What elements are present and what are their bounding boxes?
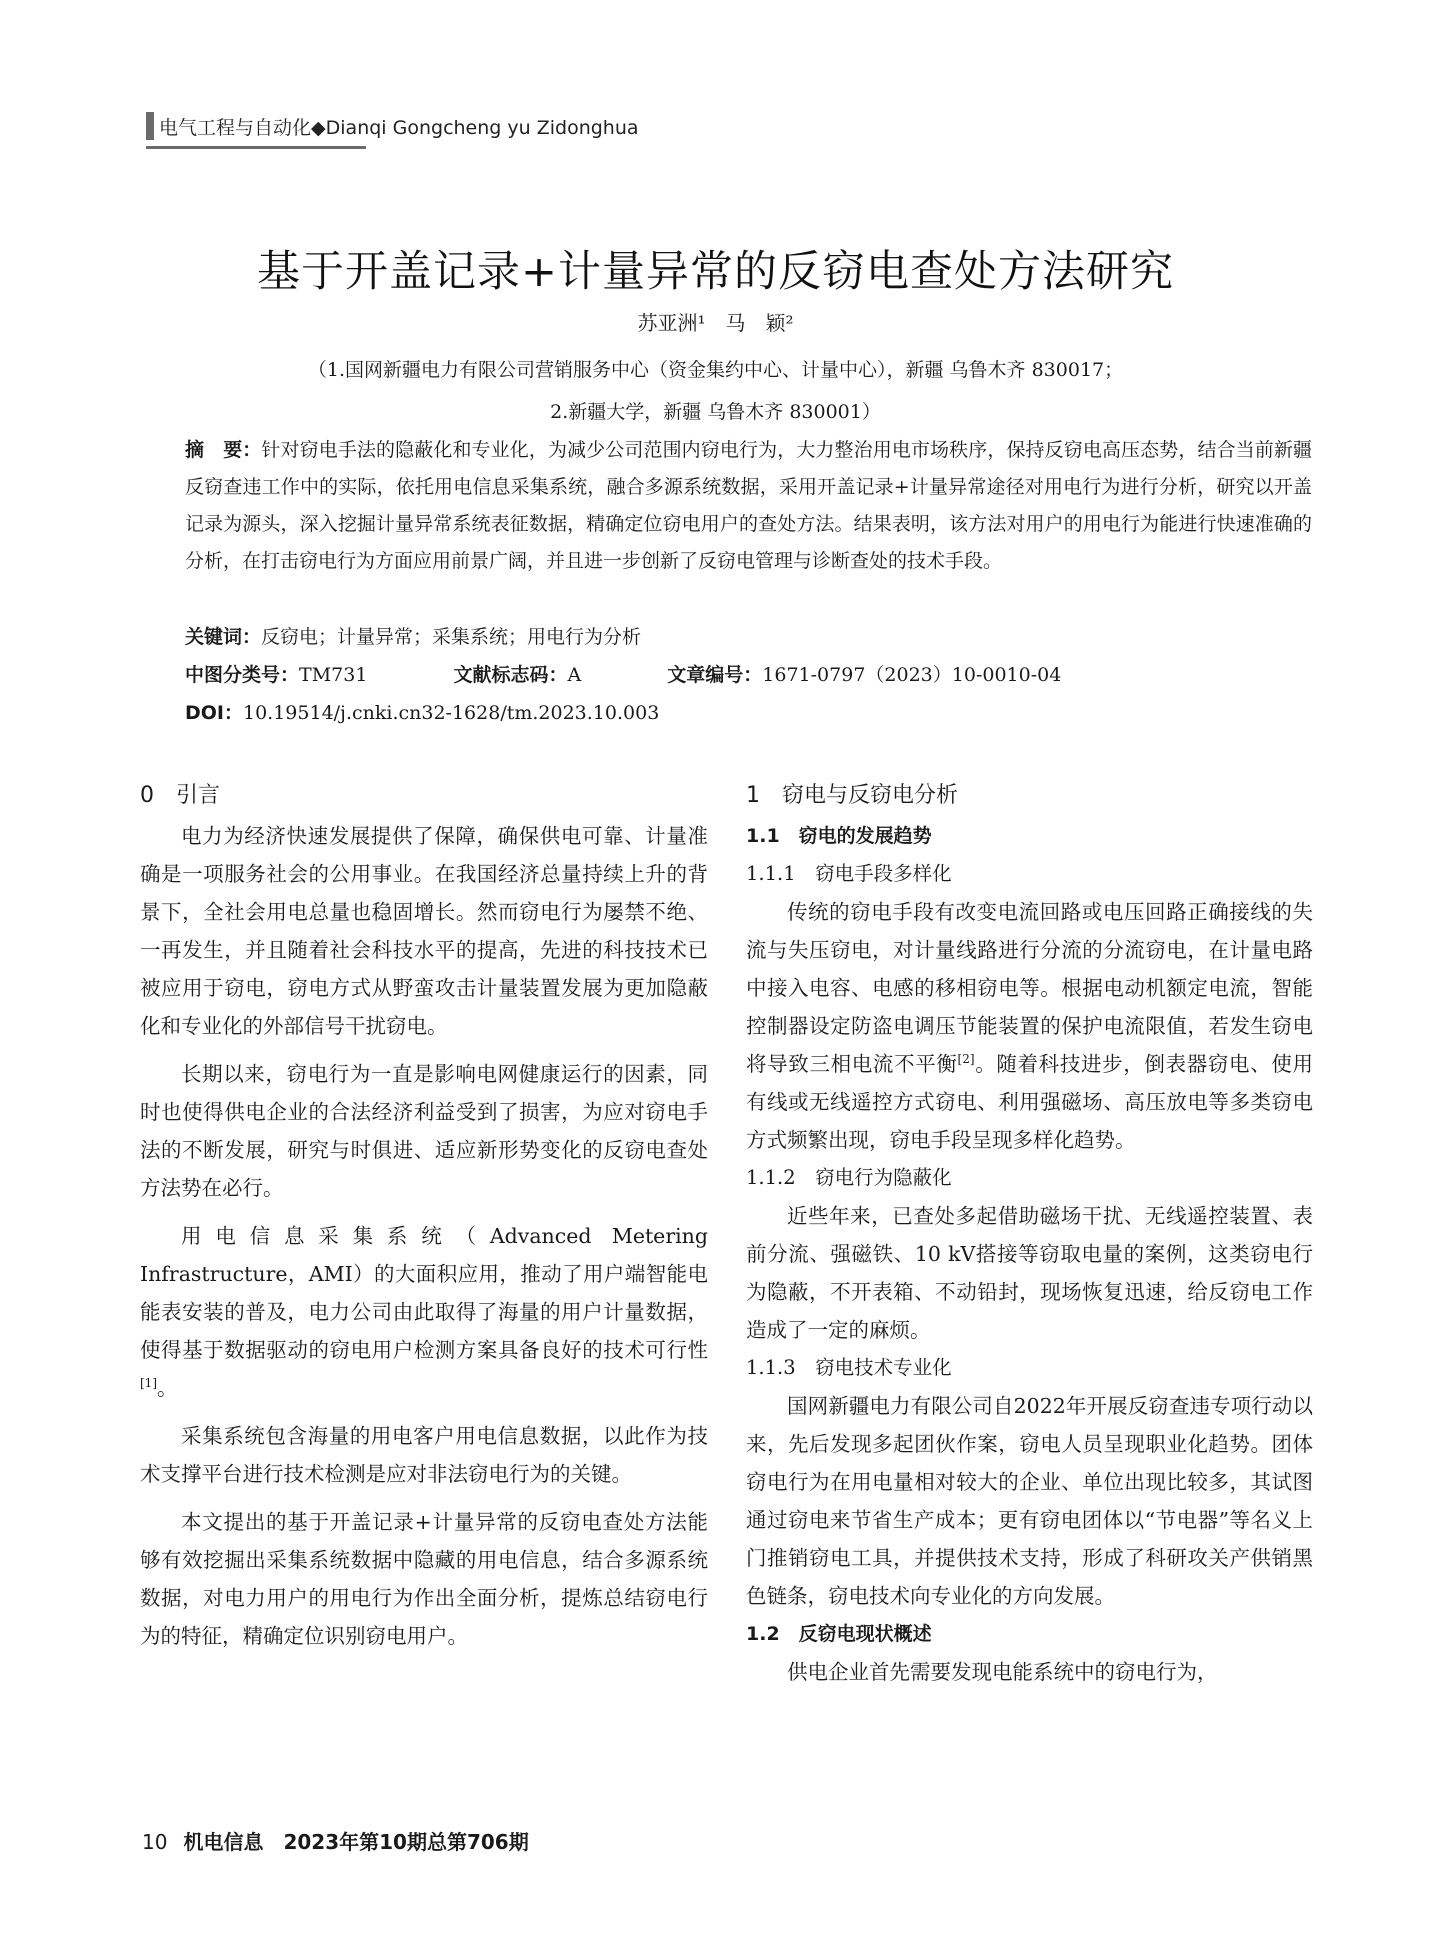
diamond-icon: ◆ [311, 117, 326, 139]
paragraph: 近些年来，已查处多起借助磁场干扰、无线遥控装置、表前分流、强磁铁、10 kV搭接等窃取电量的案例，这类窃电行为隐蔽，不开表箱、不动铅封，现场恢复迅速，给反窃电工作造成了一定的麻烦。 [746, 1204, 1313, 1342]
doi-label: DOI： [185, 702, 243, 724]
paragraph: 长期以来，窃电行为一直是影响电网健康运行的因素，同时也使得供电企业的合法经济利益受到了损害，为应对窃电手法的不断发展，研究与时俱进、适应新形势变化的反窃电查处方法势在必行。 [140, 1062, 708, 1200]
running-title-cn: 电气工程与自动化 [159, 117, 312, 139]
paragraph: 电力为经济快速发展提供了保障，确保供电可靠、计量准确是一项服务社会的公用事业。在我国经济总量持续上升的背景下，全社会用电总量也稳固增长。然而窃电行为屡禁不绝、一再发生，并且随着社会科技水平的提高，先进的科技技术已被应用于窃电，窃电方式从野蛮攻击计量装置发展为更加隐蔽化和专业化的外部信号干扰窃电。 [140, 824, 708, 1038]
paragraph-with-ref [746, 893, 1313, 1159]
header-bar-mark [146, 112, 154, 140]
header-rule [146, 146, 366, 149]
doc-code-label: 文献标志码： [453, 664, 568, 686]
paragraph: 供电企业首先需要发现电能系统中的窃电行为， [787, 1660, 1218, 1684]
doi-value: 10.19514/j.cnki.cn32-1628/tm.2023.10.003 [243, 702, 660, 724]
subsection-1-1-3: 1.1.3 窃电技术专业化 [746, 1356, 952, 1379]
doi-line [185, 698, 659, 725]
subsection-1-1: 1.1 窃电的发展趋势 [746, 825, 932, 847]
page-footer [142, 1826, 529, 1855]
page-number: 10 [142, 1830, 168, 1854]
clc-label: 中图分类号： [185, 664, 300, 686]
keywords [185, 622, 641, 649]
section-heading-1: 1 窃电与反窃电分析 [746, 783, 958, 808]
abstract [142, 432, 1312, 580]
paragraph: 本文提出的基于开盖记录+计量异常的反窃电查处方法能够有效挖掘出采集系统数据中隐藏的用电信息，结合多源系统数据，对电力用户的用电行为作出全面分析，提炼总结窃电行为的特征，精确定位识别窃电用户。 [140, 1510, 708, 1648]
affiliation-1: （1.国网新疆电力有限公司营销服务中心（资金集约中心、计量中心），新疆 乌鲁木齐 830017； [307, 359, 1124, 381]
left-column [140, 775, 708, 1665]
authors: 苏亚洲¹ 马 颖² [637, 311, 794, 335]
abstract-label: 摘 要： [185, 439, 262, 461]
paragraph-tail: 。 [157, 1376, 178, 1400]
right-column [746, 775, 1313, 1691]
doc-code-value: A [567, 664, 582, 686]
keywords-label: 关键词： [185, 626, 262, 648]
keywords-text: 反窃电；计量异常；采集系统；用电行为分析 [261, 626, 642, 648]
subsection-1-1-1: 1.1.1 窃电手段多样化 [746, 862, 952, 885]
subsection-1-1-2: 1.1.2 窃电行为隐蔽化 [746, 1166, 952, 1189]
clc-value: TM731 [299, 664, 368, 686]
citation-ref-1: [1] [140, 1376, 157, 1391]
running-title-pinyin: Dianqi Gongcheng yu Zidonghua [325, 117, 639, 139]
article-number-label: 文章编号： [667, 664, 763, 686]
section-heading-0: 0 引言 [140, 783, 220, 808]
paragraph: 采集系统包含海量的用电客户用电信息数据，以此作为技术支撑平台进行技术检测是应对非法窃电行为的关键。 [140, 1424, 708, 1486]
classification-line [185, 660, 1141, 687]
paragraph-text: 。随着科技进步，倒表器窃电、使用有线或无线遥控方式窃电、利用强磁场、高压放电等多类窃电方式频繁出现，窃电手段呈现多样化趋势。 [746, 1052, 1314, 1152]
paper-title: 基于开盖记录+计量异常的反窃电查处方法研究 [256, 247, 1175, 297]
article-number-value: 1671-0797（2023）10-0010-04 [762, 664, 1062, 686]
paragraph-text: 用电信息采集系统（Advanced Metering Infrastructure，AMI）的大面积应用，推动了用户端智能电能表安装的普及，电力公司由此取得了海量的用户计量数据，使得基于数据驱动的窃电用户检测方案具备良好的技术可行性 [140, 1224, 708, 1362]
subsection-1-2: 1.2 反窃电现状概述 [746, 1623, 932, 1645]
paragraph-text: 传统的窃电手段有改变电流回路或电压回路正确接线的失流与失压窃电，对计量线路进行分流的分流窃电，在计量电路中接入电容、电感的移相窃电等。根据电动机额定电流，智能控制器设定防盗电调压节能装置的保护电流限值，若发生窃电将导致三相电流不平衡 [746, 900, 1313, 1076]
citation-ref-2: [2] [957, 1052, 975, 1067]
affiliation-2: 2.新疆大学，新疆 乌鲁木齐 830001） [550, 401, 881, 423]
abstract-text: 针对窃电手法的隐蔽化和专业化，为减少公司范围内窃电行为，大力整治用电市场秩序，保持反窃电高压态势，结合当前新疆反窃查违工作中的实际，依托用电信息采集系统，融合多源系统数据，采用开盖记录+计量异常途径对用电行为进行分析，研究以开盖记录为源头，深入挖掘计量异常系统表征数据，精确定位窃电用户的查处方法。结果表明，该方法对用户的用电行为能进行快速准确的分析，在打击窃电行为方面应用前景广阔，并且进一步创新了反窃电管理与诊断查处的技术手段。 [185, 439, 1312, 572]
journal-issue: 机电信息 2023年第10期总第706期 [183, 1830, 529, 1854]
paragraph-with-ref [140, 1217, 708, 1407]
running-header [146, 112, 639, 140]
paragraph: 国网新疆电力有限公司自2022年开展反窃查违专项行动以来，先后发现多起团伙作案，窃电人员呈现职业化趋势。团体窃电行为在用电量相对较大的企业、单位出现比较多，其试图通过窃电来节省生产成本；更有窃电团体以“节电器”等名义上门推销窃电工具，并提供技术支持，形成了科研攻关产供销黑色链条，窃电技术向专业化的方向发展。 [746, 1394, 1313, 1608]
